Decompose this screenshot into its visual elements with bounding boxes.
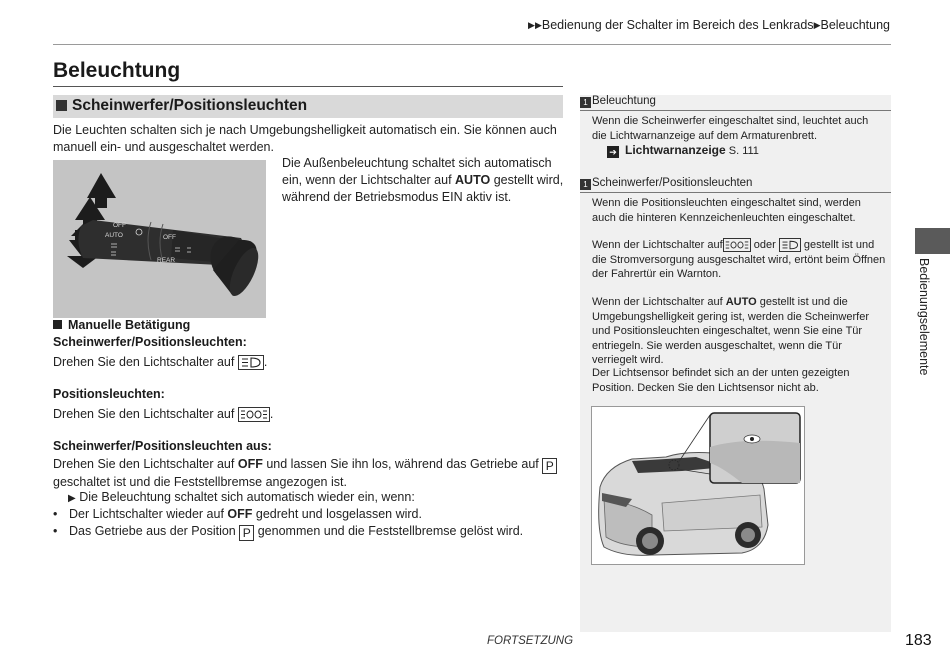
title-divider bbox=[53, 86, 563, 87]
bullet2-text-before: Das Getriebe aus der Position bbox=[69, 524, 236, 538]
parking-light-symbol-icon bbox=[238, 407, 270, 422]
bullet1-keyword: OFF bbox=[227, 507, 253, 521]
stalk-label-rear: REAR bbox=[157, 257, 176, 264]
park-position-icon: P bbox=[542, 458, 557, 474]
note-marker-icon: 1 bbox=[580, 97, 591, 108]
headlight-symbol-icon bbox=[238, 355, 264, 370]
arrow-icon: ▶ bbox=[813, 20, 821, 30]
off-text-1: Drehen Sie den Lichtschalter auf bbox=[53, 457, 235, 471]
note1-text: Wenn die Scheinwerfer eingeschaltet sind, leuchtet auch die Lichtwarnanzeige auf dem Armaturenbrett. bbox=[592, 115, 869, 142]
headlights-label: Scheinwerfer/Positionsleuchten: bbox=[53, 335, 247, 349]
chapter-tab-text: Bedienungselemente bbox=[917, 258, 931, 376]
light-sensor-icon bbox=[750, 437, 754, 441]
light-stalk-drawing bbox=[53, 160, 266, 318]
header-divider bbox=[53, 44, 891, 45]
chapter-tab-label bbox=[911, 258, 937, 388]
heading-marker-icon bbox=[53, 320, 62, 329]
stalk-label-off-right: OFF bbox=[163, 234, 176, 241]
stalk-label-off-left: OFF bbox=[113, 222, 126, 229]
headlight-symbol-icon bbox=[779, 238, 801, 252]
note2-heading-text: Scheinwerfer/Positionsleuchten bbox=[592, 177, 753, 189]
note2-heading bbox=[580, 177, 752, 190]
breadcrumb-chapter: Bedienung der Schalter im Bereich des Lenkrads bbox=[541, 18, 814, 32]
parking-lights-label: Positionsleuchten: bbox=[53, 387, 165, 401]
off-text-2: und lassen Sie ihn los, während das Getriebe auf bbox=[266, 457, 539, 471]
bullet2-text-after: genommen und die Feststellbremse gelöst wird. bbox=[257, 524, 524, 538]
note2-paragraph-4: Der Lichtsensor befindet sich an der unten gezeigten Position. Decken Sie den Lichtsensor nicht ab. bbox=[592, 367, 850, 394]
note1-heading bbox=[580, 95, 656, 108]
manual-operation-label: Manuelle Betätigung bbox=[68, 318, 191, 332]
page-title: Beleuchtung bbox=[53, 59, 181, 82]
reenable-note-text: Die Beleuchtung schaltet sich automatisch wieder ein, wenn: bbox=[79, 490, 415, 504]
chapter-tab[interactable] bbox=[915, 228, 950, 254]
parking-light-symbol-icon bbox=[723, 238, 751, 252]
breadcrumb-topic: Beleuchtung bbox=[820, 18, 890, 32]
section-title: Scheinwerfer/Positionsleuchten bbox=[72, 97, 308, 114]
note1-reference bbox=[607, 143, 759, 159]
park-position-icon: P bbox=[239, 525, 254, 541]
bullet-icon: • bbox=[53, 524, 58, 538]
stalk-label-auto: AUTO bbox=[105, 232, 123, 239]
auto-text-after: gestellt wird, während der Betriebsmodus EIN aktiv ist. bbox=[282, 173, 564, 204]
note2-paragraph-3 bbox=[592, 295, 886, 368]
lights-off-instruction bbox=[53, 456, 563, 491]
off-keyword: OFF bbox=[237, 457, 263, 471]
note1-heading-text: Beleuchtung bbox=[592, 95, 656, 107]
headlights-instruction: Drehen Sie den Lichtschalter auf . bbox=[53, 355, 268, 369]
auto-keyword: AUTO bbox=[455, 173, 491, 187]
note-arrow-icon: ▶ bbox=[68, 493, 76, 504]
bullet-item-1 bbox=[53, 506, 553, 523]
bullet-item-2 bbox=[53, 523, 553, 541]
light-sensor-car-illustration bbox=[591, 406, 805, 565]
page-reference-icon: ➔ bbox=[607, 146, 619, 158]
p3-text-a: Wenn der Lichtschalter auf bbox=[592, 296, 723, 308]
car-drawing bbox=[592, 407, 804, 564]
note-marker-icon: 1 bbox=[580, 179, 591, 190]
reference-page[interactable]: S. 111 bbox=[728, 145, 759, 157]
parking-lights-instruction-text: Drehen Sie den Lichtschalter auf bbox=[53, 407, 235, 421]
note1-divider bbox=[580, 110, 891, 111]
auto-paragraph bbox=[282, 155, 567, 206]
headlights-instruction-text: Drehen Sie den Lichtschalter auf bbox=[53, 355, 235, 369]
p3-keyword: AUTO bbox=[725, 296, 757, 308]
manual-operation-heading bbox=[53, 318, 190, 332]
bullet-icon: • bbox=[53, 507, 58, 521]
note2-divider bbox=[580, 192, 891, 193]
light-switch-illustration bbox=[53, 160, 266, 318]
reenable-note bbox=[68, 489, 415, 507]
p3-text-b: gestellt ist und die Umgebungshelligkeit gering ist, werden die Scheinwerfer und Positionsleuchten eingeschaltet, wenn Sie eine Tür entriegeln. Sie werden ausgeschaltet, wenn die Tür verriegelt wird. bbox=[592, 296, 869, 366]
p2-text-a: Wenn der Lichtschalter auf bbox=[592, 239, 723, 251]
note2-paragraph-1: Wenn die Positionsleuchten eingeschaltet sind, werden auch die hinteren Kennzeichenleuchten eingeschaltet. bbox=[592, 197, 861, 224]
bullet1-text-after: gedreht und losgelassen wird. bbox=[255, 507, 422, 521]
intro-paragraph: Die Leuchten schalten sich je nach Umgebungshelligkeit automatisch ein. Sie können auch manuell ein- und ausgeschaltet werden. bbox=[53, 123, 557, 154]
parking-lights-instruction: Drehen Sie den Lichtschalter auf . bbox=[53, 407, 274, 421]
double-arrow-icon: ▶▶ bbox=[528, 20, 542, 30]
page-number: 183 bbox=[905, 632, 932, 649]
p2-text-b: oder bbox=[753, 239, 776, 251]
off-text-3: geschaltet ist und die Feststellbremse angezogen ist. bbox=[53, 475, 347, 489]
reference-label[interactable]: Lichtwarnanzeige bbox=[625, 143, 726, 157]
continuation-label: FORTSETZUNG bbox=[487, 635, 574, 647]
note2-paragraph-2 bbox=[592, 238, 886, 282]
section-heading-bar bbox=[53, 95, 563, 118]
breadcrumb bbox=[528, 18, 890, 32]
bullet1-text-before: Der Lichtschalter wieder auf bbox=[69, 507, 224, 521]
section-marker-icon bbox=[56, 100, 67, 111]
auto-text-before: Die Außenbeleuchtung schaltet sich automatisch ein, wenn der Lichtschalter auf bbox=[282, 156, 552, 187]
lights-off-label: Scheinwerfer/Positionsleuchten aus: bbox=[53, 439, 272, 453]
p2-text-c: gestellt ist und die Stromversorgung ausgeschaltet wird, ertönt beim Öffnen der Fahrertür ein Warnton. bbox=[592, 239, 886, 280]
